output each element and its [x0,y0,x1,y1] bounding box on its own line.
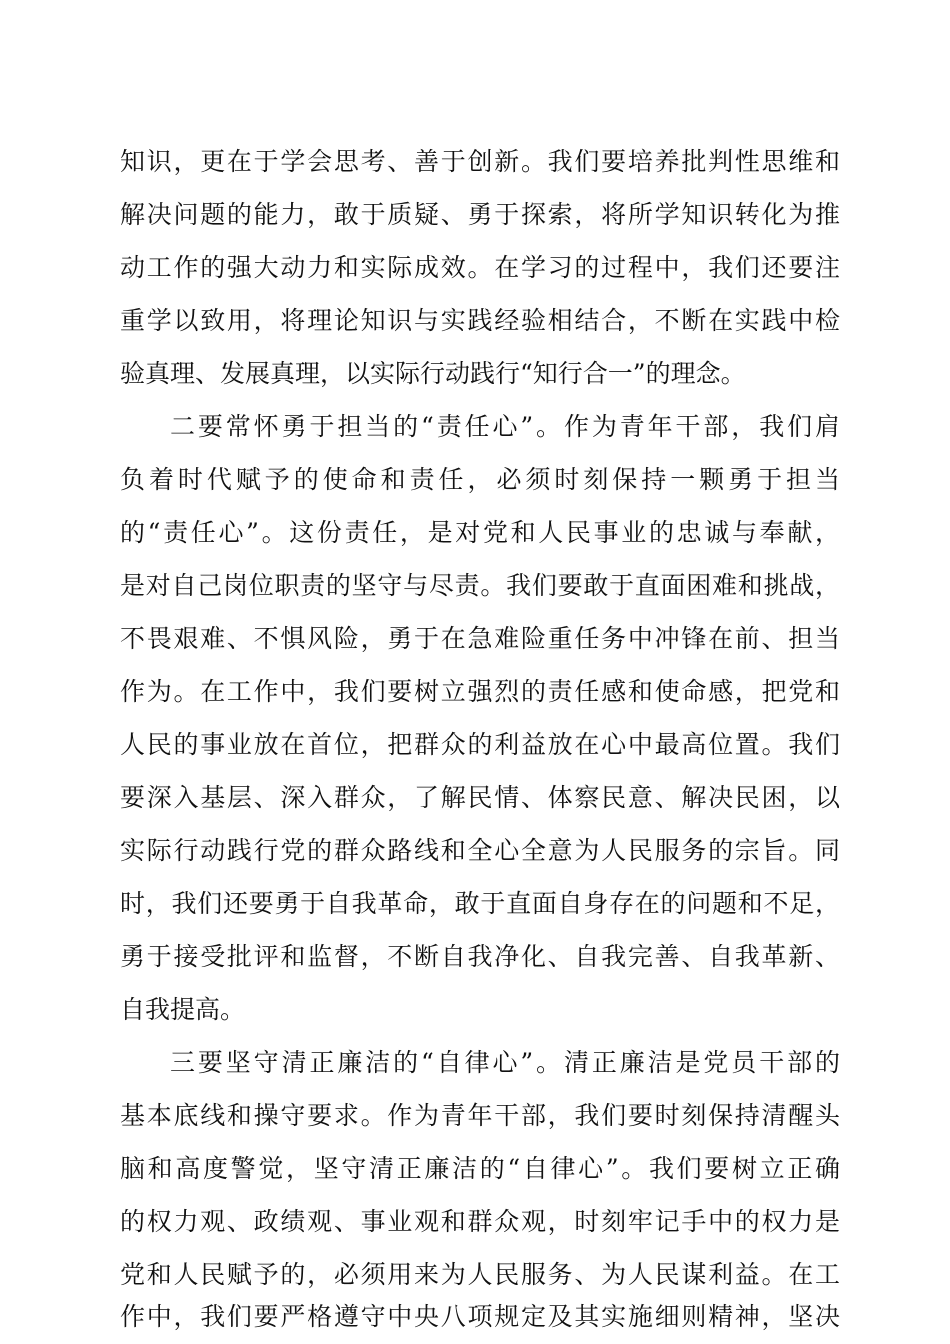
text-line: 是对自己岗位职责的坚守与尽责。我们要敢于直面困难和挑战， [120,571,840,600]
text-line: 解决问题的能力，敢于质疑、勇于探索，将所学知识转化为推 [120,200,840,229]
text-line: 时，我们还要勇于自我革命，敢于直面自身存在的问题和不足， [120,889,840,918]
text-line: 不畏艰难、不惧风险，勇于在急难险重任务中冲锋在前、担当 [120,624,840,653]
text-line: 勇于接受批评和监督，不断自我净化、自我完善、自我革新、 [120,942,840,971]
text-line: 作为。在工作中，我们要树立强烈的责任感和使命感，把党和 [120,677,840,706]
text-line: 的“责任心”。这份责任，是对党和人民事业的忠诚与奉献， [120,518,840,547]
text-line: 人民的事业放在首位，把群众的利益放在心中最高位置。我们 [120,730,840,759]
text-line: 负着时代赋予的使命和责任，必须时刻保持一颗勇于担当 [120,465,840,494]
text-line: 自我提高。 [120,995,246,1024]
text-line: 的权力观、政绩观、事业观和群众观，时刻牢记手中的权力是 [120,1207,840,1236]
text-line: 要深入基层、深入群众，了解民情、体察民意、解决民困，以 [120,783,840,812]
text-line: 知识，更在于学会思考、善于创新。我们要培养批判性思维和 [120,147,840,176]
paragraph-start-line: 三要坚守清正廉洁的“自律心”。清正廉洁是党员干部的 [170,1048,840,1077]
text-line: 重学以致用，将理论知识与实践经验相结合，不断在实践中检 [120,306,840,335]
text-line: 验真理、发展真理，以实际行动践行“知行合一”的理念。 [120,359,746,388]
text-line: 基本底线和操守要求。作为青年干部，我们要时刻保持清醒头 [120,1101,840,1130]
text-line: 作中，我们要严格遵守中央八项规定及其实施细则精神，坚决 [120,1302,840,1331]
text-line: 脑和高度警觉，坚守清正廉洁的“自律心”。我们要树立正确 [120,1154,840,1183]
text-line: 党和人民赋予的，必须用来为人民服务、为人民谋利益。在工 [120,1260,840,1289]
text-line: 实际行动践行党的群众路线和全心全意为人民服务的宗旨。同 [120,836,840,865]
paragraph-start-line: 二要常怀勇于担当的“责任心”。作为青年干部，我们肩 [170,412,840,441]
text-line: 动工作的强大动力和实际成效。在学习的过程中，我们还要注 [120,253,840,282]
